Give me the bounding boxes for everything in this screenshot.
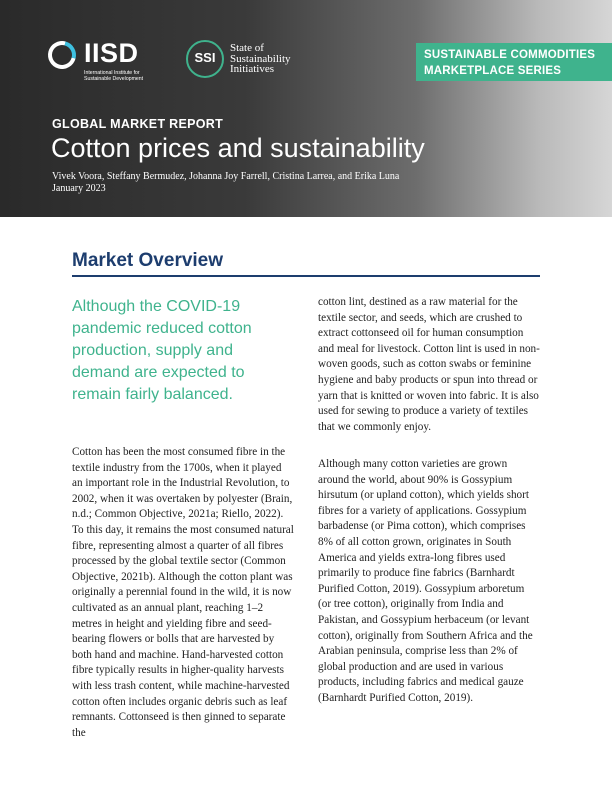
report-header <box>0 0 612 217</box>
body-column-right-top <box>318 295 540 435</box>
iisd-subtitle: International Institute for Sustainable Development <box>84 70 144 82</box>
publication-date: January 2023 <box>52 183 106 194</box>
iisd-ring-accent-icon <box>43 36 81 74</box>
paragraph: cotton lint, destined as a raw material for the textile sector, and seeds, which are crushed to extract cottonseed oil for human consumption and meal for livestock. Cotton lint is used in non-woven goods, such as cotton swabs or feminine hygiene and baby products or spun into thread or yarn that is knitted or woven into fabric. It is also used for sewing to produce a variety of textiles that we commonly enjoy. <box>318 296 540 433</box>
body-column-left <box>72 445 294 741</box>
iisd-wordmark: IISD <box>84 38 139 68</box>
body-column-right-bottom <box>318 457 540 707</box>
ssi-acronym: SSI <box>194 50 216 65</box>
pullquote: Although the COVID-19 pandemic reduced cotton production, supply and demand are expected to remain fairly balanced. <box>72 298 252 403</box>
section-title: Market Overview <box>72 250 224 271</box>
series-banner <box>416 43 612 81</box>
series-line-2: MARKETPLACE SERIES <box>424 65 562 77</box>
ssi-logo <box>186 40 306 80</box>
iisd-logo <box>48 40 158 88</box>
series-line-1: SUSTAINABLE COMMODITIES <box>424 49 596 61</box>
authors: Vivek Voora, Steffany Bermudez, Johanna Joy Farrell, Cristina Larrea, and Erika Luna <box>52 171 400 182</box>
report-label: GLOBAL MARKET REPORT <box>52 117 224 131</box>
ssi-name: State of Sustainability Initiatives <box>230 42 291 75</box>
ssi-logo-icon <box>186 40 224 78</box>
section-divider <box>72 275 540 277</box>
report-title: Cotton prices and sustainability <box>51 133 425 163</box>
paragraph: Although many cotton varieties are grown around the world, about 90% is Gossypium hirsutum (or upland cotton), which yields short fibres for a variety of applications. Gossypium barbadense (or Pima cotton), which comprises 8% of all cotton grown, originates in South America and yields extra-long fibres used primarily to produce fine fabrics (Barnhardt Purified Cotton, 2019). Gossypium arboretum (or tree cotton), originally from India and Pakistan, and Gossypium herbaceum (or levant cotton), originally from Southern Africa and the Arabian peninsula, comprise less than 2% of global production and are used in various products, including fabrics and medical gauze (Barnhardt Purified Cotton, 2019). <box>318 458 533 704</box>
paragraph: Cotton has been the most consumed fibre in the textile industry from the 1700s, when it played an important role in the Industrial Revolution, to 2002, when it was overtaken by polyester (Brain, n.d.; Common Objective, 2021a; Riello, 2022). To this day, it remains the most consumed natural fibre, representing almost a quarter of all fibres processed by the global textile sector (Common Objective, 2021b). Although the cotton plant was originally a perennial found in the wild, it is now cultivated as an annual plant, reaching 1–2 metres in height and yielding fibre and seed-bearing flowers or bolls that are harvested by both hand and machine. Hand-harvested cotton fibre typically results in higher-quality harvests with less trash content, while machine-harvested cotton often includes organic debris such as leaf remnants. Cottonseed is then ginned to separate the <box>72 446 294 739</box>
